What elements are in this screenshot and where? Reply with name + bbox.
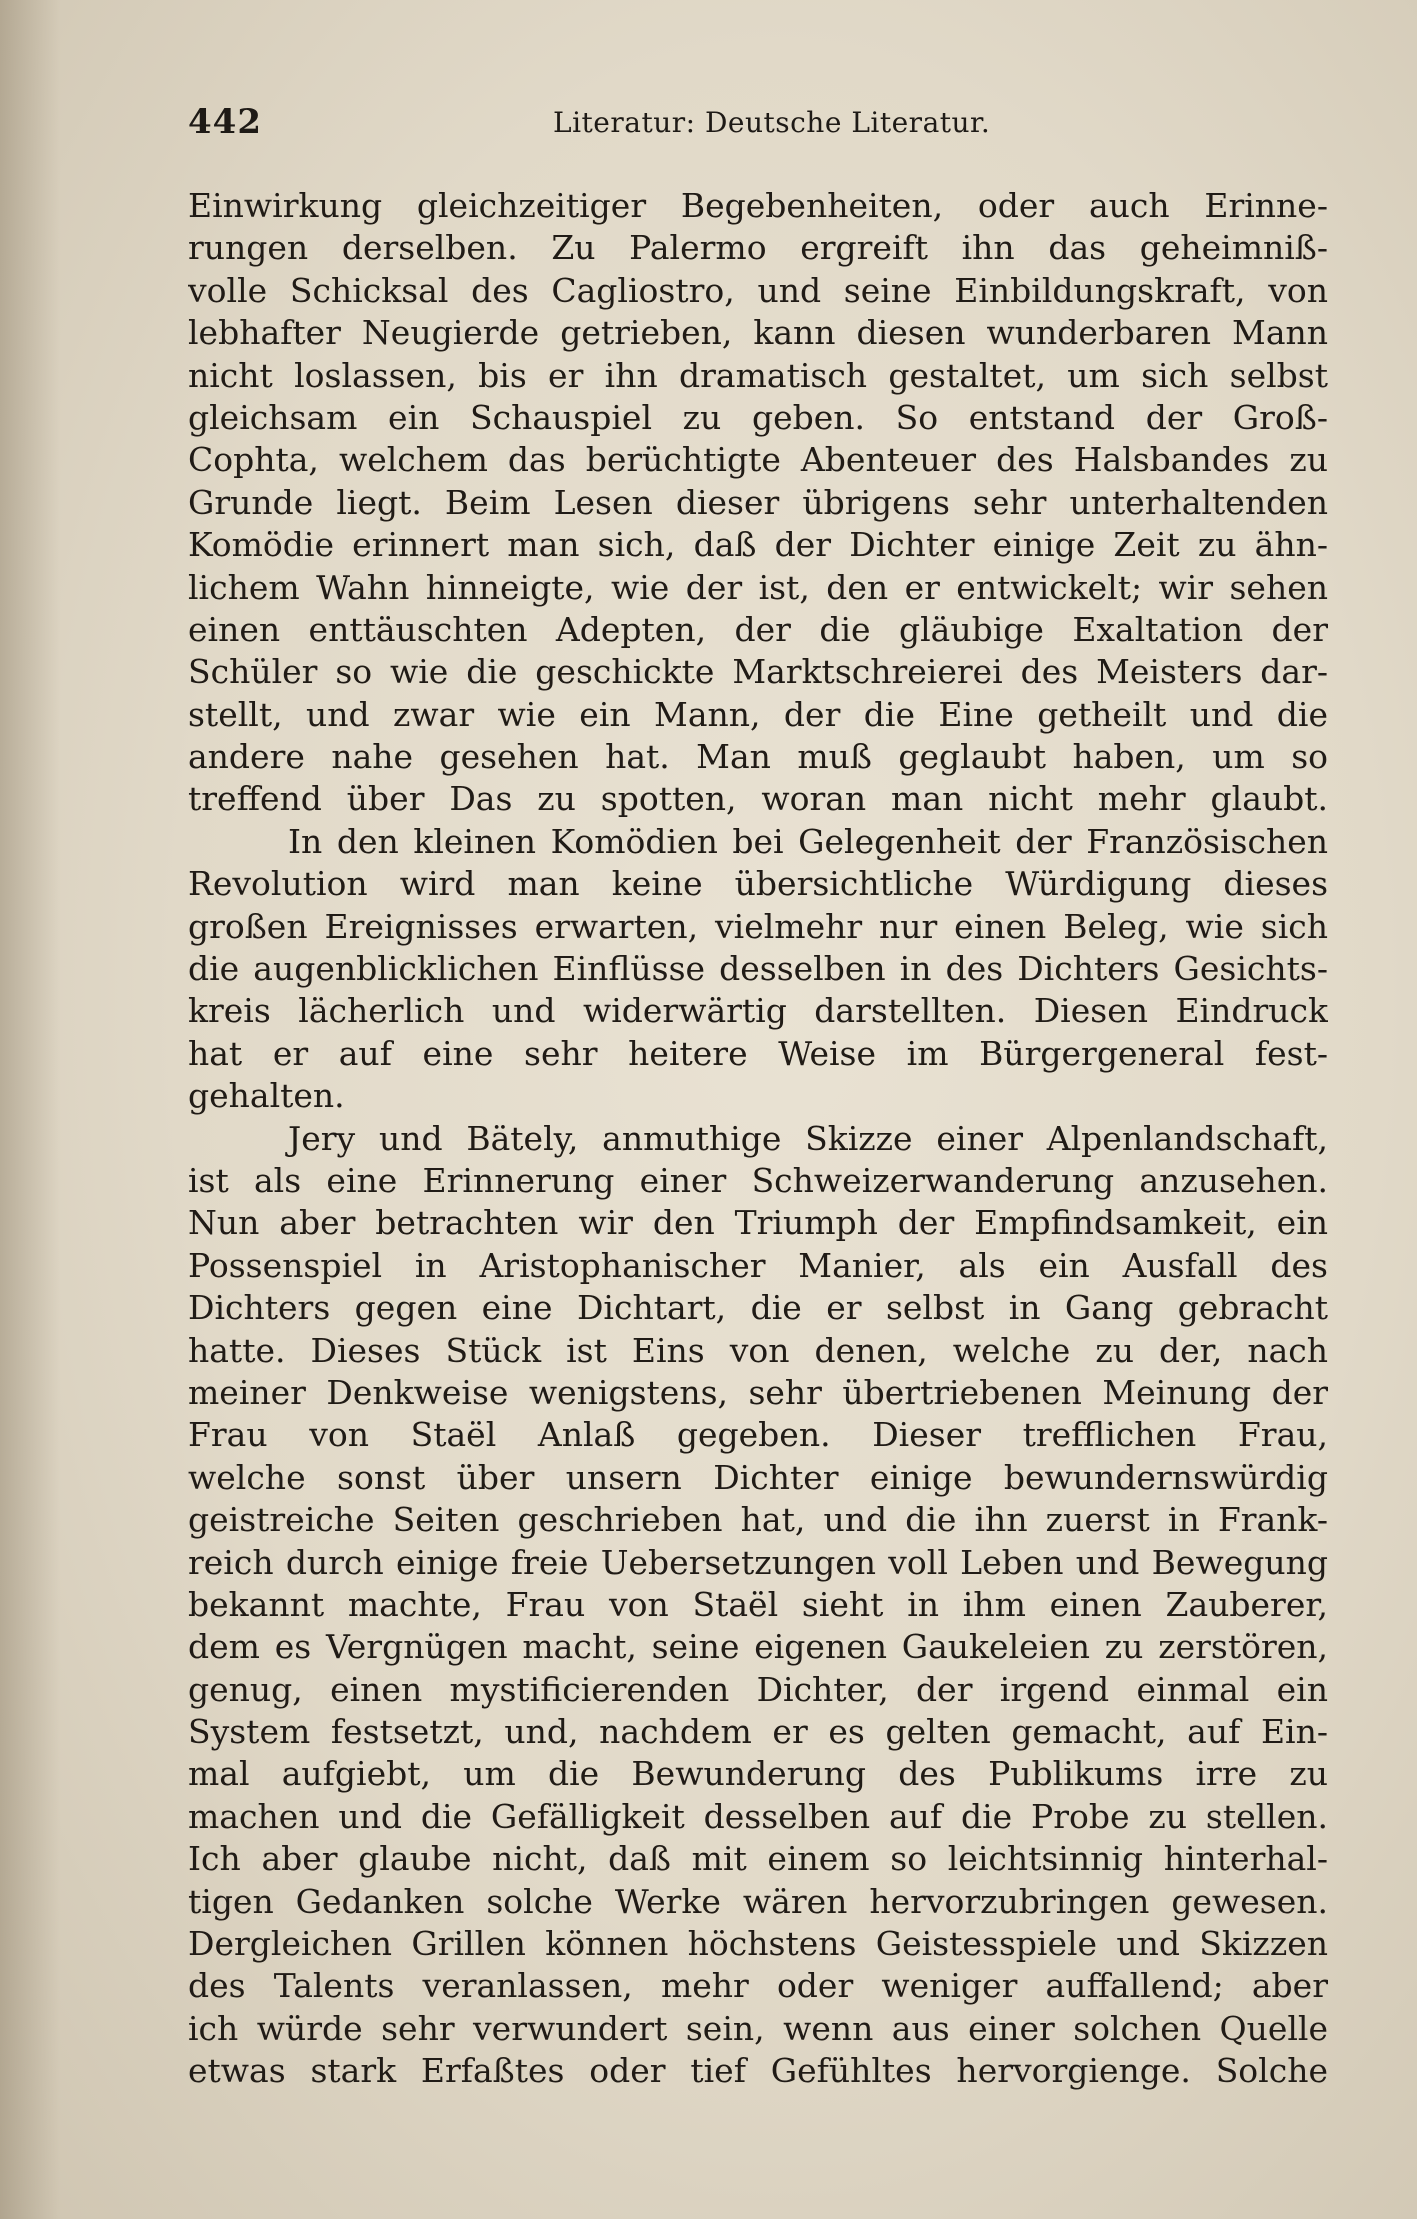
text-line: hatte. Dieses Stück ist Eins von denen, welche zu der, nach (188, 1330, 1328, 1370)
text-line: Grunde liegt. Beim Lesen dieser übrigens sehr unterhaltenden (188, 482, 1328, 522)
paragraph-last-line: gehalten. (188, 1076, 345, 1116)
text-line: Nun aber betrachten wir den Triumph der Empfindsamkeit, ein (188, 1203, 1328, 1243)
text-line: Frau von Staël Anlaß gegeben. Dieser trefflichen Frau, (188, 1415, 1328, 1455)
text-line: treffend über Das zu spotten, woran man nicht mehr glaubt. (188, 779, 1328, 819)
text-line: dem es Vergnügen macht, seine eigenen Gaukeleien zu zerstören, (188, 1627, 1328, 1667)
text-line: andere nahe gesehen hat. Man muß geglaubt haben, um so (188, 737, 1328, 777)
text-line: Einwirkung gleichzeitiger Begebenheiten, oder auch Erinne- (188, 186, 1328, 225)
text-line: genug, einen mystificierenden Dichter, der irgend einmal ein (188, 1669, 1328, 1709)
page-header (188, 102, 1328, 152)
text-line: Dichters gegen eine Dichtart, die er selbst in Gang gebracht (188, 1288, 1328, 1328)
text-line: meiner Denkweise wenigstens, sehr übertriebenen Meinung der (188, 1372, 1328, 1412)
text-line: Revolution wird man keine übersichtliche Würdigung dieses (188, 864, 1328, 904)
text-line: etwas stark Erfaßtes oder tief Gefühltes hervorgienge. Solche (188, 2051, 1328, 2091)
text-line: rungen derselben. Zu Palermo ergreift ihn das geheimniß- (188, 228, 1328, 268)
text-line: nicht loslassen, bis er ihn dramatisch gestaltet, um sich selbst (188, 355, 1328, 395)
body-text (188, 185, 1328, 2093)
text-line: einen enttäuschten Adepten, der die gläubige Exaltation der (188, 609, 1328, 649)
text-line: Possenspiel in Aristophanischer Manier, als ein Ausfall des (188, 1245, 1328, 1285)
text-line: hat er auf eine sehr heitere Weise im Bürgergeneral fest- (188, 1033, 1328, 1073)
text-line: machen und die Gefälligkeit desselben auf die Probe zu stellen. (188, 1796, 1328, 1836)
text-line: Dergleichen Grillen können höchstens Geistesspiele und Skizzen (188, 1924, 1328, 1964)
paragraph-first-line: In den kleinen Komödien bei Gelegenheit der Französischen (288, 821, 1328, 861)
text-line: lebhafter Neugierde getrieben, kann diesen wunderbaren Mann (188, 313, 1328, 353)
text-line: die augenblicklichen Einflüsse desselben in des Dichters Gesichts- (188, 949, 1328, 989)
page-edge-shadow (0, 0, 60, 2219)
text-line: geistreiche Seiten geschrieben hat, und die ihn zuerst in Frank- (188, 1500, 1328, 1540)
text-line: tigen Gedanken solche Werke wären hervorzubringen gewesen. (188, 1881, 1328, 1921)
text-line: kreis lächerlich und widerwärtig darstellten. Diesen Eindruck (188, 991, 1328, 1031)
text-line: reich durch einige freie Uebersetzungen voll Leben und Bewegung (188, 1542, 1328, 1582)
text-line: des Talents veranlassen, mehr oder weniger auffallend; aber (188, 1966, 1328, 2006)
text-line: Cophta, welchem das berüchtigte Abenteuer des Halsbandes zu (188, 440, 1328, 480)
text-line: Komödie erinnert man sich, daß der Dichter einige Zeit zu ähn- (188, 525, 1328, 565)
text-line: ich würde sehr verwundert sein, wenn aus einer solchen Quelle (188, 2008, 1328, 2048)
text-line: welche sonst über unsern Dichter einige bewundernswürdig (188, 1457, 1328, 1497)
text-line: mal aufgiebt, um die Bewunderung des Publikums irre zu (188, 1754, 1328, 1794)
text-line: ist als eine Erinnerung einer Schweizerwanderung anzusehen. (188, 1160, 1328, 1200)
text-line: volle Schicksal des Cagliostro, und seine Einbildungskraft, von (188, 270, 1328, 310)
text-line: System festsetzt, und, nachdem er es gelten gemacht, auf Ein- (188, 1712, 1328, 1752)
text-line: lichem Wahn hinneigte, wie der ist, den er entwickelt; wir sehen (188, 567, 1328, 607)
text-line: bekannt machte, Frau von Staël sieht in ihm einen Zauberer, (188, 1584, 1328, 1624)
paragraph-first-line: Jery und Bätely, anmuthige Skizze einer Alpenlandschaft, (288, 1118, 1328, 1158)
text-line: Schüler so wie die geschickte Marktschreierei des Meisters dar- (188, 652, 1328, 692)
text-line: Ich aber glaube nicht, daß mit einem so leichtsinnig hinterhal- (188, 1839, 1328, 1879)
text-line: gleichsam ein Schauspiel zu geben. So entstand der Groß- (188, 397, 1328, 437)
running-head: Literatur: Deutsche Literatur. (553, 106, 991, 139)
text-line: stellt, und zwar wie ein Mann, der die Eine getheilt und die (188, 694, 1328, 734)
page-number: 442 (188, 102, 262, 142)
text-line: großen Ereignisses erwarten, vielmehr nur einen Beleg, wie sich (188, 906, 1328, 946)
